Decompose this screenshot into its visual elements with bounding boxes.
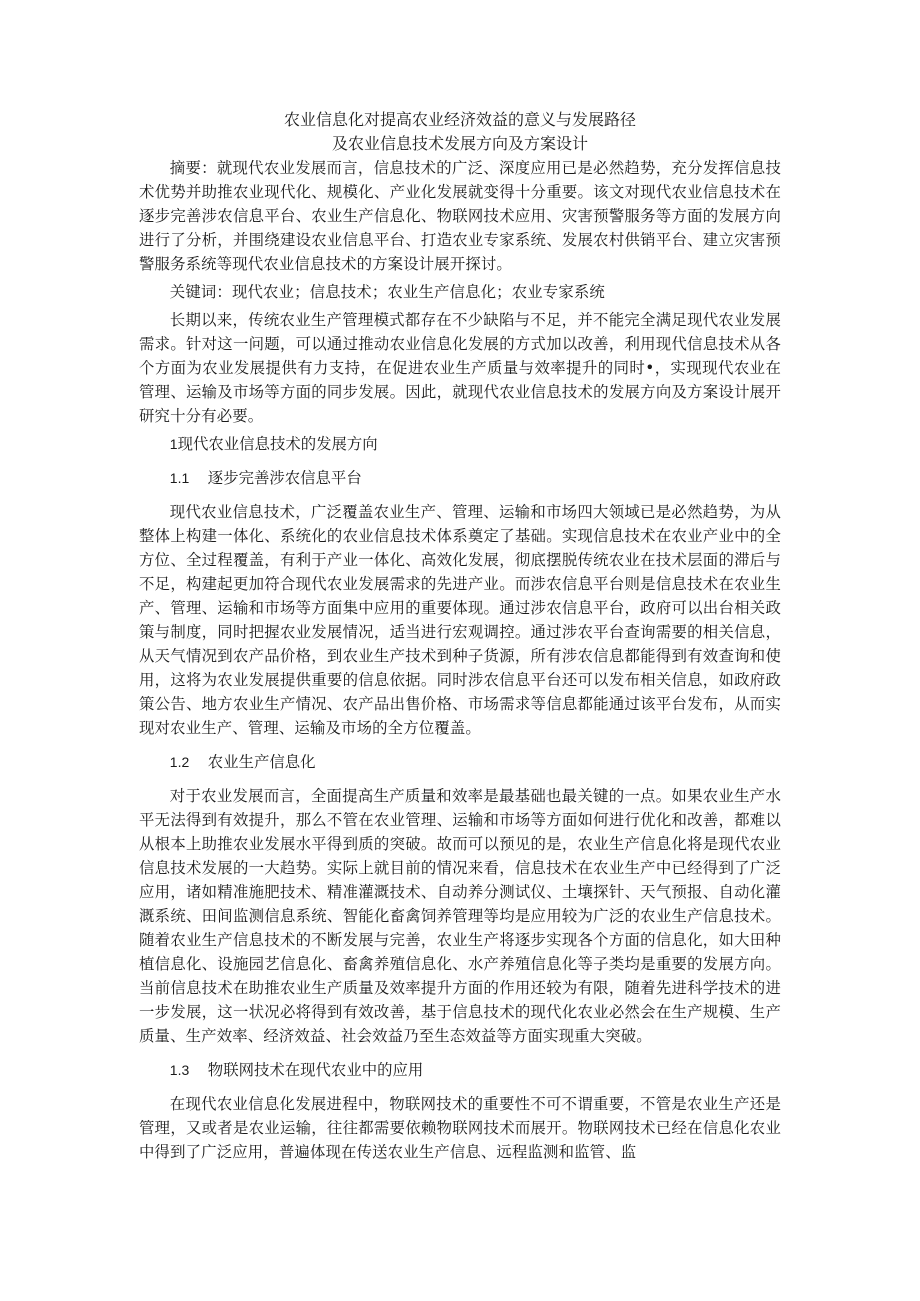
subsection-1-2-title: 农业生产信息化 xyxy=(207,753,316,771)
abstract-paragraph: 摘要：就现代农业发展而言，信息技术的广泛、深度应用已是必然趋势，充分发挥信息技术优势并助推农业现代化、规模化、产业化发展就变得十分重要。该文对现代农业信息技术在逐步完善涉农信息平台、农业生产信息化、物联网技术应用、灾害预警服务等方面的发展方向进行了分析，并围绕建设农业信息平台、打造农业专家系统、发展农村供销平台、建立灾害预警服务系统等现代农业信息技术的方案设计展开探讨。 xyxy=(139,159,781,273)
keywords-line: 关键词：现代农业；信息技术；农业生产信息化；农业专家系统 xyxy=(169,283,605,301)
document-title-line1: 农业信息化对提高农业经济效益的意义与发展路径 xyxy=(283,110,636,129)
section-1-title: 现代农业信息技术的发展方向 xyxy=(177,435,378,453)
subsection-1-2-heading xyxy=(139,750,781,774)
subsection-1-1-body: 现代农业信息技术，广泛覆盖农业生产、管理、运输和市场四大领域已是必然趋势，为从整体上构建一体化、系统化的农业信息技术体系奠定了基础。实现信息技术在农业产业中的全方位、全过程覆盖，有利于产业一体化、高效化发展，彻底摆脱传统农业在技术层面的滞后与不足，构建起更加符合现代农业发展需求的先进产业。而涉农信息平台则是信息技术在农业生产、管理、运输和市场等方面集中应用的重要体现。通过涉农信息平台，政府可以出台相关政策与制度，同时把握农业发展情况，适当进行宏观调控。通过涉农平台查询需要的相关信息，从天气情况到农产品价格，到农业生产技术到种子货源，所有涉农信息都能得到有效查询和使用，这将为农业发展提供重要的信息依据。同时涉农信息平台还可以发布相关信息，如政府政策公告、地方农业生产情况、农产品出售价格、市场需求等信息都能通过该平台发布，从而实现对农业生产、管理、运输及市场的全方位覆盖。 xyxy=(139,503,781,737)
document-title-line2: 及农业信息技术发展方向及方案设计 xyxy=(331,134,588,153)
document-page xyxy=(139,108,781,1164)
subsection-1-3-number: 1.3 xyxy=(169,1062,190,1078)
subsection-1-3-title: 物联网技术在现代农业中的应用 xyxy=(207,1061,424,1079)
subsection-1-3-body: 在现代农业信息化发展进程中，物联网技术的重要性不可不谓重要，不管是农业生产还是管理，又或者是农业运输，往往都需要依赖物联网技术而展开。物联网技术已经在信息化农业中得到了广泛应用，普遍体现在传送农业生产信息、远程监测和监管、监 xyxy=(139,1095,781,1161)
subsection-1-3-heading xyxy=(139,1058,781,1082)
subsection-1-2-body: 对于农业发展而言，全面提高生产质量和效率是最基础也最关键的一点。如果农业生产水平无法得到有效提升，那么不管在农业管理、运输和市场等方面如何进行优化和改善，都难以从根本上助推农业发展水平得到质的突破。故而可以预见的是，农业生产信息化将是现代农业信息技术发展的一大趋势。实际上就目前的情况来看，信息技术在农业生产中已经得到了广泛应用，诸如精准施肥技术、精准灌溉技术、自动养分测试仪、土壤探针、天气预报、自动化灌溉系统、田间监测信息系统、智能化畜禽饲养管理等均是应用较为广泛的农业生产信息技术。随着农业生产信息技术的不断发展与完善，农业生产将逐步实现各个方面的信息化，如大田种植信息化、设施园艺信息化、畜禽养殖信息化、水产养殖信息化等子类均是重要的发展方向。当前信息技术在助推农业生产质量及效率提升方面的作用还较为有限，随着先进科学技术的进一步发展，这一状况必将得到有效改善，基于信息技术的现代化农业必然会在生产规模、生产质量、生产效率、经济效益、社会效益乃至生态效益等方面实现重大突破。 xyxy=(139,787,781,1045)
section-1-number: 1 xyxy=(169,436,178,452)
intro-paragraph: 长期以来，传统农业生产管理模式都存在不少缺陷与不足，并不能完全满足现代农业发展需求。针对这一问题，可以通过推动农业信息化发展的方式加以改善，利用现代信息技术从各个方面为农业发展提供有力支持，在促进农业生产质量与效率提升的同时•，实现现代农业在管理、运输及市场等方面的同步发展。因此，就现代农业信息技术的发展方向及方案设计展开研究十分有必要。 xyxy=(139,311,781,425)
section-1-heading xyxy=(139,432,781,456)
subsection-1-1-number: 1.1 xyxy=(169,470,190,486)
subsection-1-2-number: 1.2 xyxy=(169,754,190,770)
subsection-1-1-title: 逐步完善涉农信息平台 xyxy=(207,469,362,487)
subsection-1-1-heading xyxy=(139,466,781,490)
